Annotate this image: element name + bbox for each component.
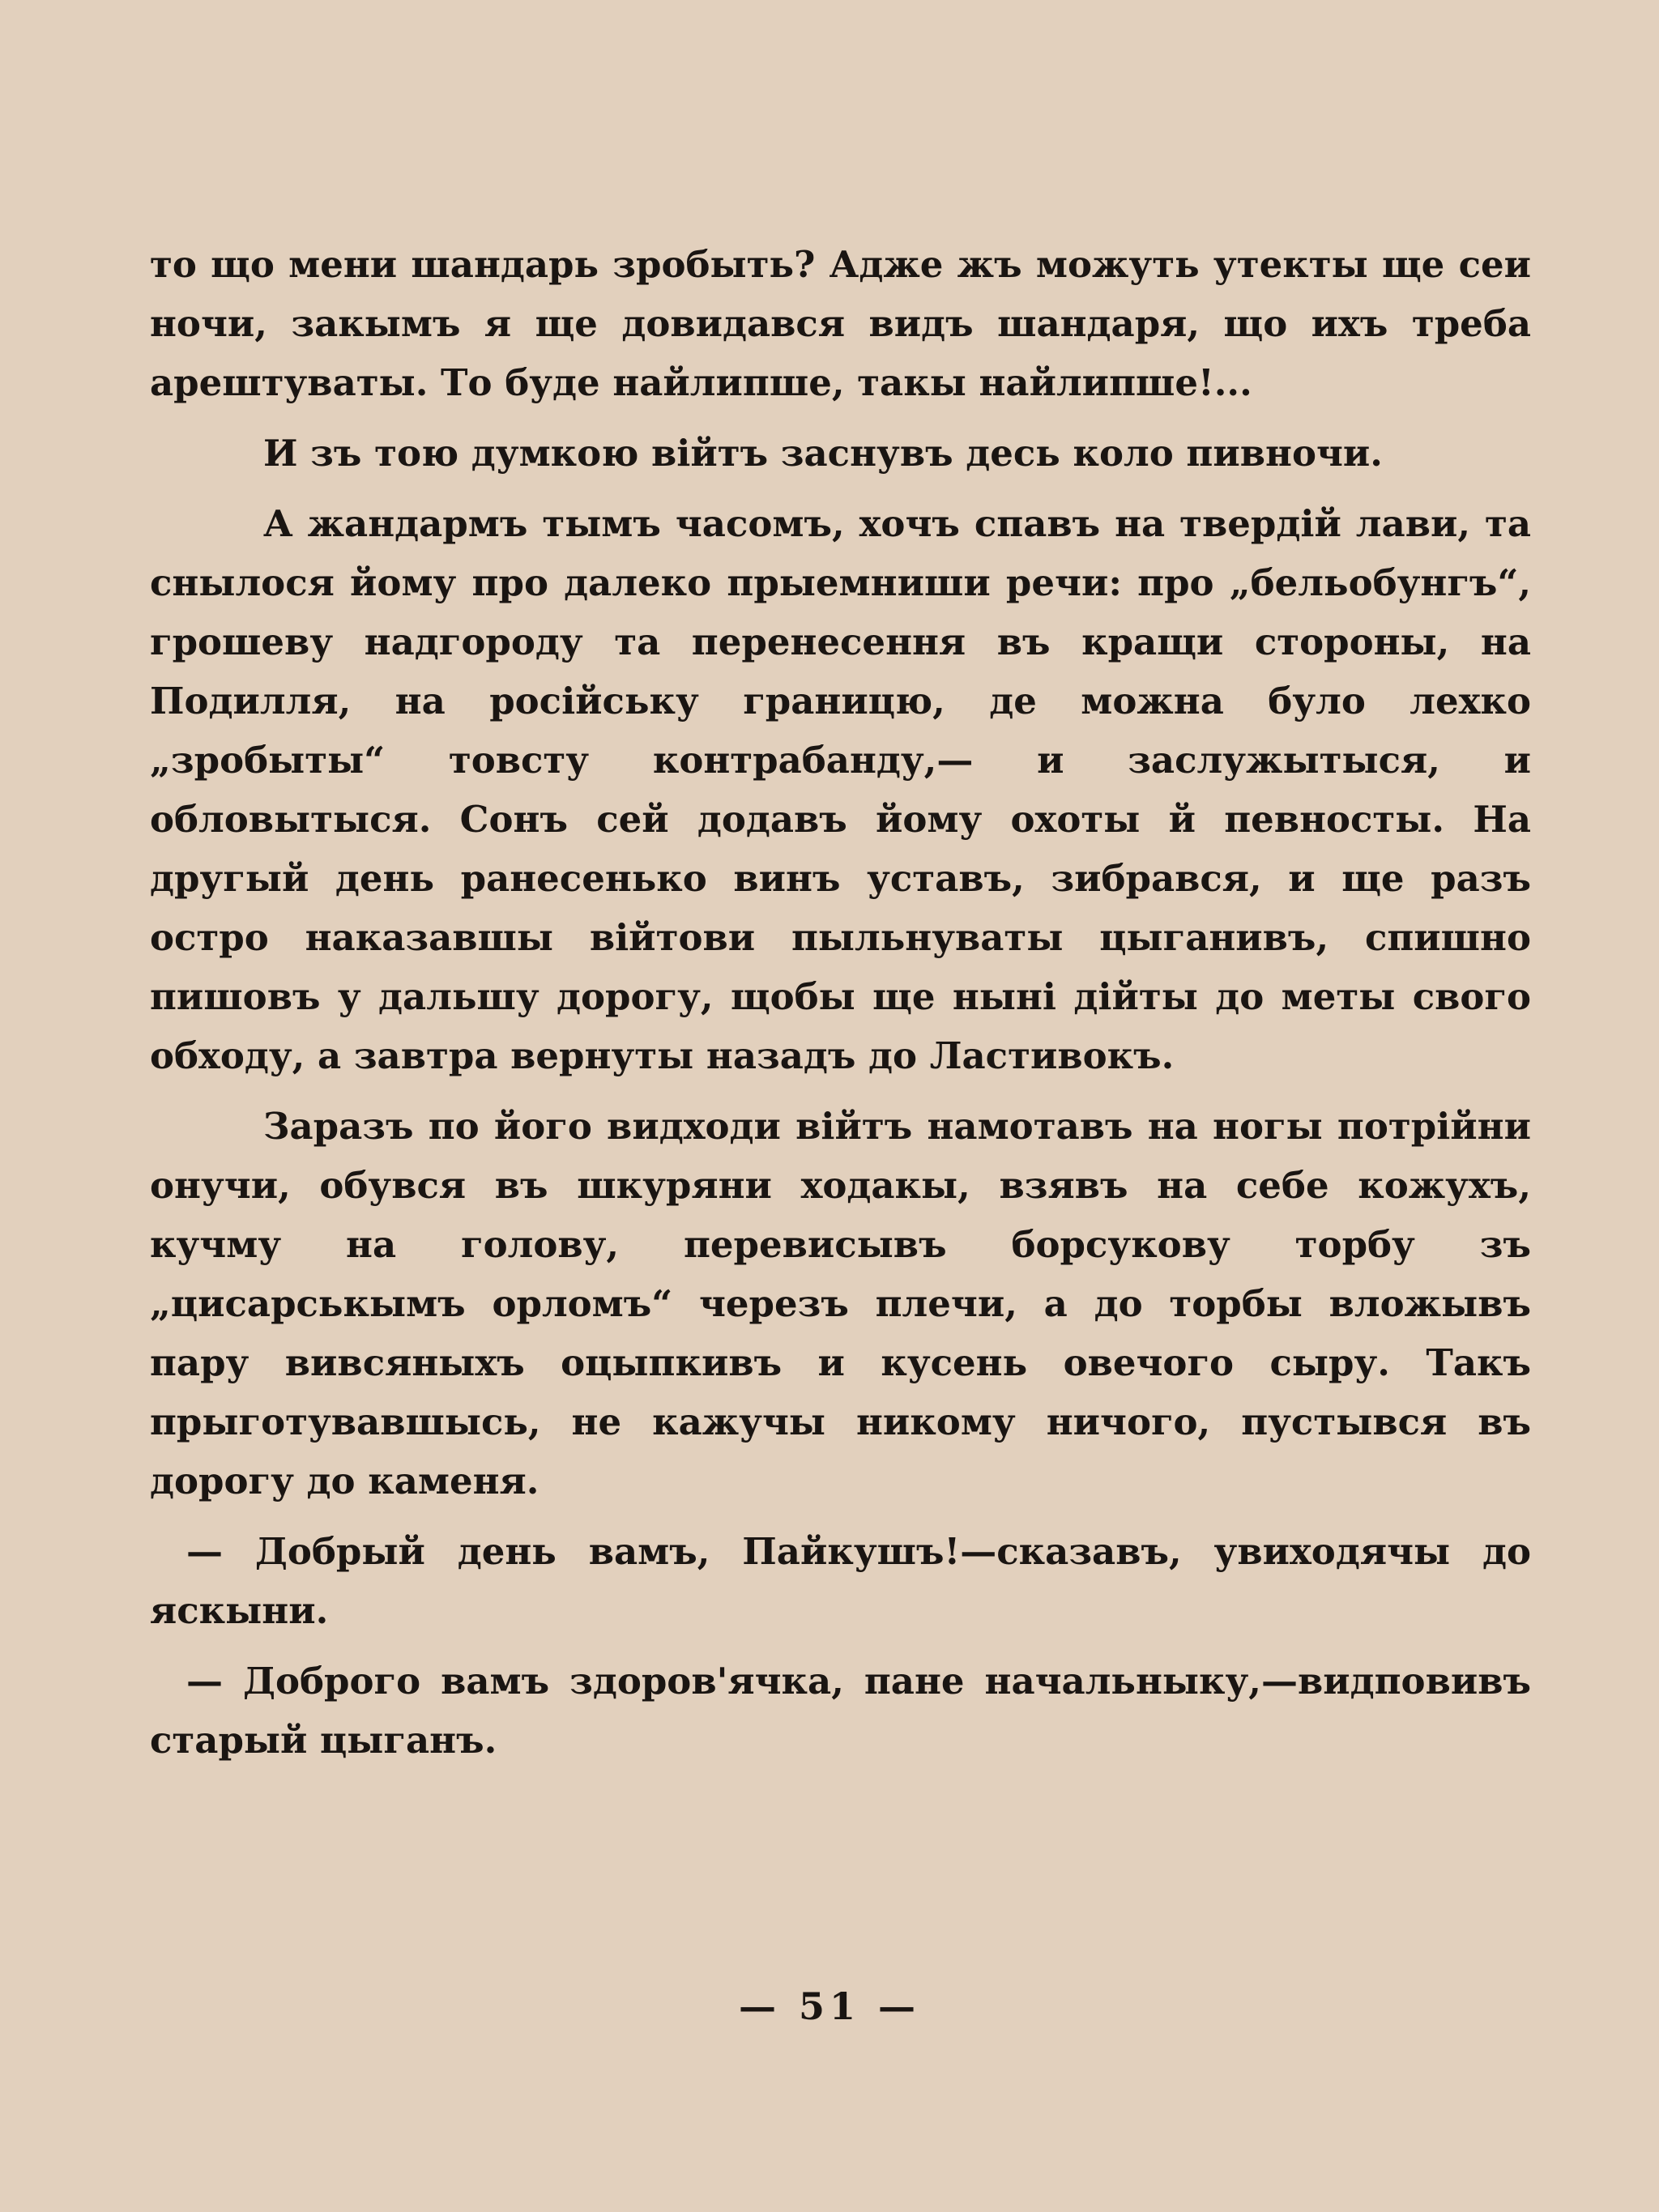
page-text [150, 235, 1531, 1781]
paragraph-1: то що мени шандарь зробыть? Адже жъ можуть утекты ще сеи ночи, закымъ я ще довидався видъ шандаря, що ихъ треба арештуваты. То буде найлипше, такы найлипше!... [150, 243, 1531, 404]
paragraph-2: И зъ тою думкою вiйтъ заснувъ десь коло пивночи. [263, 432, 1383, 475]
dialog-line-2: — Доброго вамъ здоров'ячка, пане начальныку,—видповивъ старый цыганъ. [150, 1660, 1531, 1762]
paragraph-4: Заразъ по його видходи вiйтъ намотавъ на ногы потрiйни онучи, обувся въ шкуряни ходакы, взявъ на себе кожухъ, кучму на голову, перевисывъ борсукову торбу зъ „цисарськымъ орломъ“ черезъ плечи, а до торбы вложывъ пару вивсяныхъ оцыпкивъ и кусень овечого сыру. Такъ прыготувавшысь, не кажучы никому ничого, пустывся въ дорогу до каменя. [150, 1105, 1531, 1502]
page-number: — 51 — [738, 1984, 921, 2028]
dialog-line-1: — Добрый день вамъ, Пайкушъ!—сказавъ, увиходячы до яскыни. [150, 1530, 1531, 1632]
paragraph-3: А жандармъ тымъ часомъ, хочъ спавъ на твердiй лави, та снылося йому про далеко прыемниши речи: про „бельобунгъ“, грошеву надгороду та перенесення въ кращи стороны, на Подилля, на росiйську границю, де можна було лехко „зробыты“ товсту контрабанду,— и заслужытыся, и обловытыся. Сонъ сей додавъ йому охоты й певносты. На другый день ранесенько винъ уставъ, зибрався, и ще разъ остро наказавшы вiйтови пыльнуваты цыганивъ, спишно пишовъ у дальшу дорогу, щобы ще нынi дiйты до меты свого обходу, а завтра вернуты назадъ до Ластивокъ. [150, 502, 1531, 1077]
